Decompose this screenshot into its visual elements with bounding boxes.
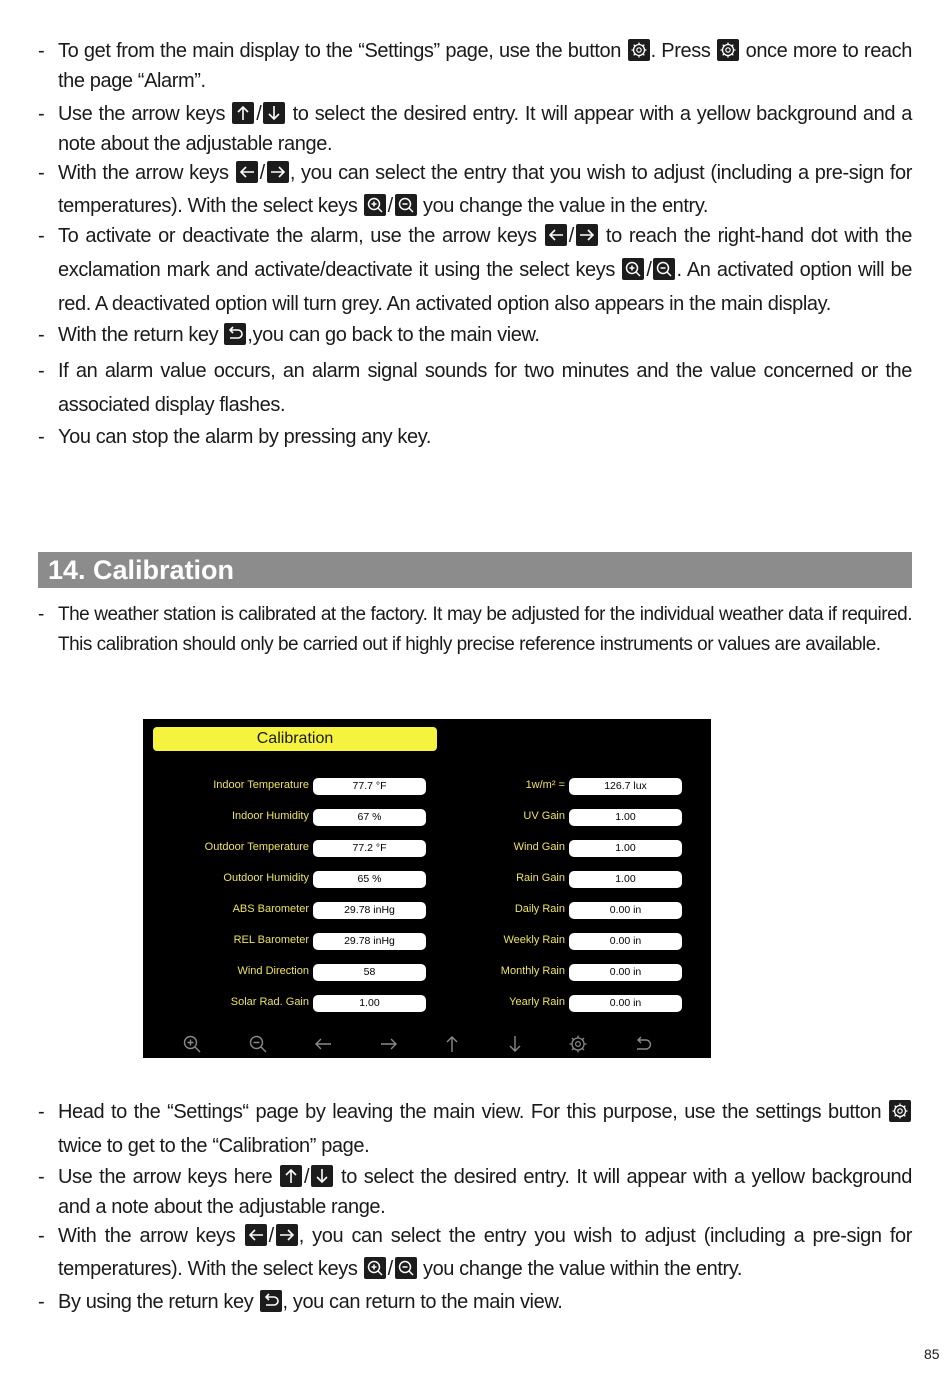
label-yearly-rain: Yearly Rain xyxy=(509,996,565,1008)
bullet-return-key: - With the return key ,you can go back to the main view. xyxy=(38,320,912,350)
field-weekly-rain[interactable]: 0.00 in xyxy=(569,933,682,950)
bullet-dash: - xyxy=(38,1225,45,1247)
zoom-in-icon xyxy=(622,258,644,280)
bullet-dash: - xyxy=(38,1101,45,1123)
label-outdoor-humidity: Outdoor Humidity xyxy=(223,872,309,884)
bullet-dash: - xyxy=(38,1166,45,1188)
label-weekly-rain: Weekly Rain xyxy=(503,934,565,946)
field-lux-conversion[interactable]: 126.7 lux xyxy=(569,778,682,795)
arrow-left-icon xyxy=(545,224,567,246)
arrow-up-icon xyxy=(280,1165,302,1187)
label-monthly-rain: Monthly Rain xyxy=(500,965,565,977)
zoom-in-icon xyxy=(364,194,386,216)
bullet-dash: - xyxy=(38,225,45,247)
field-wind-gain[interactable]: 1.00 xyxy=(569,840,682,857)
field-indoor-humidity[interactable]: 67 % xyxy=(313,809,426,826)
bullet-arrow-select: - Use the arrow keys / to select the desired entry. It will appear with a yellow background and a note about the adjustable range. xyxy=(38,99,912,159)
label-indoor-humidity: Indoor Humidity xyxy=(231,810,309,822)
arrow-up-icon xyxy=(232,102,254,124)
arrow-down-icon xyxy=(311,1165,333,1187)
bullet-dash: - xyxy=(38,1291,45,1313)
field-outdoor-temperature[interactable]: 77.2 °F xyxy=(313,840,426,857)
field-rain-gain[interactable]: 1.00 xyxy=(569,871,682,888)
page-number: 85 xyxy=(924,1346,940,1362)
label-indoor-temperature: Indoor Temperature xyxy=(213,779,309,791)
arrow-left-icon xyxy=(236,161,258,183)
label-wind-direction: Wind Direction xyxy=(237,965,309,977)
field-outdoor-humidity[interactable]: 65 % xyxy=(313,871,426,888)
return-icon xyxy=(224,323,246,345)
zoom-out-icon xyxy=(395,194,417,216)
arrow-up-icon[interactable] xyxy=(442,1034,462,1054)
bullet-dash: - xyxy=(38,604,44,625)
zoom-out-icon xyxy=(653,258,675,280)
calibration-screen xyxy=(143,719,711,1058)
screen-title: Calibration xyxy=(153,727,437,751)
bullet-dash: - xyxy=(38,162,45,184)
field-wind-direction[interactable]: 58 xyxy=(313,964,426,981)
bullet-dash: - xyxy=(38,40,45,62)
bullet-calib-arrow-select: - Use the arrow keys here / to select the desired entry. It will appear with a yellow background and a note about the adjustable range. xyxy=(38,1162,912,1222)
bullet-dash: - xyxy=(38,324,45,346)
bullet-calib-return: - By using the return key , you can return to the main view. xyxy=(38,1287,912,1317)
label-abs-barometer: ABS Barometer xyxy=(232,903,309,915)
zoom-in-icon xyxy=(364,1257,386,1279)
arrow-down-icon xyxy=(263,102,285,124)
label-solar-rad-gain: Solar Rad. Gain xyxy=(230,996,309,1008)
bullet-dash: - xyxy=(38,360,45,382)
bullet-stop-alarm: - You can stop the alarm by pressing any key. xyxy=(38,422,912,452)
bullet-calib-arrow-adjust: - With the arrow keys / , you can select the entry you wish to adjust (including a pre-sign for temperatures). With the select keys / you change the value within the entry. xyxy=(38,1220,912,1286)
label-rain-gain: Rain Gain xyxy=(516,872,565,884)
bullet-settings-button: - To get from the main display to the “Settings” page, use the button . Press once more to reach the page “Alarm”. xyxy=(38,36,912,96)
section-header xyxy=(38,552,912,588)
gear-icon xyxy=(628,39,650,61)
label-outdoor-temperature: Outdoor Temperature xyxy=(204,841,309,853)
arrow-right-icon xyxy=(276,1224,298,1246)
field-monthly-rain[interactable]: 0.00 in xyxy=(569,964,682,981)
arrow-left-icon[interactable] xyxy=(313,1034,333,1054)
bullet-dash: - xyxy=(38,103,45,125)
field-solar-rad-gain[interactable]: 1.00 xyxy=(313,995,426,1012)
field-indoor-temperature[interactable]: 77.7 °F xyxy=(313,778,426,795)
arrow-right-icon xyxy=(267,161,289,183)
field-abs-barometer[interactable]: 29.78 inHg xyxy=(313,902,426,919)
bullet-alarm-signal: - If an alarm value occurs, an alarm signal sounds for two minutes and the value concerned or the associated display flashes. xyxy=(38,354,912,422)
label-daily-rain: Daily Rain xyxy=(514,903,565,915)
calibration-intro: - The weather station is calibrated at the factory. It may be adjusted for the individual weather data if required. This calibration should only be carried out if highly precise reference instruments or values are available. xyxy=(38,600,912,660)
return-icon xyxy=(260,1290,282,1312)
gear-icon xyxy=(889,1100,911,1122)
label-wind-gain: Wind Gain xyxy=(513,841,565,853)
arrow-right-icon[interactable] xyxy=(379,1034,399,1054)
field-yearly-rain[interactable]: 0.00 in xyxy=(569,995,682,1012)
arrow-down-icon[interactable] xyxy=(505,1034,525,1054)
field-uv-gain[interactable]: 1.00 xyxy=(569,809,682,826)
gear-icon[interactable] xyxy=(568,1034,588,1054)
section-title: 14. Calibration xyxy=(48,555,235,585)
arrow-left-icon xyxy=(245,1224,267,1246)
field-rel-barometer[interactable]: 29.78 inHg xyxy=(313,933,426,950)
label-rel-barometer: REL Barometer xyxy=(233,934,309,946)
label-lux-conversion: 1w/m² = xyxy=(525,779,565,791)
label-uv-gain: UV Gain xyxy=(523,810,565,822)
zoom-out-icon[interactable] xyxy=(248,1034,268,1054)
return-icon[interactable] xyxy=(633,1034,653,1054)
zoom-in-icon[interactable] xyxy=(182,1034,202,1054)
zoom-out-icon xyxy=(395,1257,417,1279)
bullet-alarm-activate: - To activate or deactivate the alarm, use the arrow keys / to reach the right-hand dot with the exclamation mark and activate/deactivate it using the select keys / . An activated option will be red. A deactivated option will turn grey. An activated option also appears in the main display. xyxy=(38,219,912,321)
bullet-open-calibration: - Head to the “Settings“ page by leaving the main view. For this purpose, use the settings button twice to get to the “Calibration” page. xyxy=(38,1095,912,1163)
bullet-arrow-adjust: - With the arrow keys / , you can select the entry that you wish to adjust (including a pre-sign for temperatures). With the select keys / you change the value in the entry. xyxy=(38,157,912,223)
bullet-dash: - xyxy=(38,426,45,448)
gear-icon xyxy=(717,39,739,61)
arrow-right-icon xyxy=(576,224,598,246)
field-daily-rain[interactable]: 0.00 in xyxy=(569,902,682,919)
